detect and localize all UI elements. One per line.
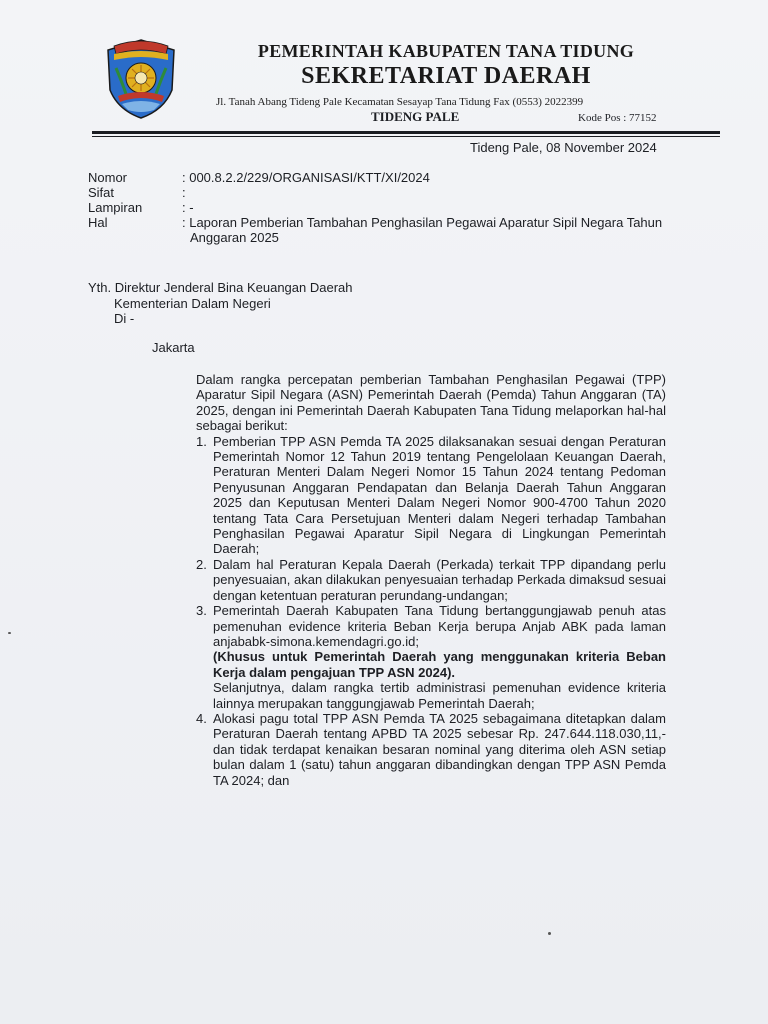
letter-metadata (88, 170, 672, 245)
letter-date: Tideng Pale, 08 November 2024 (470, 140, 657, 155)
letterhead-postal-code: Kode Pos : 77152 (578, 112, 657, 124)
meta-label: Hal (88, 215, 108, 230)
list-number: 2. (196, 556, 207, 572)
paper-speck (8, 632, 11, 634)
recipient-city: Jakarta (152, 339, 195, 355)
list-number: 3. (196, 603, 207, 619)
list-item (196, 711, 666, 788)
meta-value: : (182, 185, 186, 200)
list-text: Dalam hal Peraturan Kepala Daerah (Perkada) terkait TPP dipandang perlu penyesuaian, akan dilakukan penyesuaian terhadap Perkada dimaksud sesuai dengan ketentuan peraturan perundang-undangan; (213, 556, 666, 603)
letterhead-address: Jl. Tanah Abang Tideng Pale Kecamatan Sesayap Tana Tidung Fax (0553) 2022399 (216, 96, 584, 108)
meta-row-hal (88, 215, 672, 245)
letterhead-government: PEMERINTAH KABUPATEN TANA TIDUNG (257, 41, 635, 61)
meta-value: : - (182, 200, 194, 215)
list-text: Pemberian TPP ASN Pemda TA 2025 dilaksanakan sesuai dengan Peraturan Pemerintah Nomor 12 Tahun 2019 tentang Pengelolaan Keuangan Daerah, Peraturan Menteri Dalam Negeri Nomor 15 Tahun 2024 tentang Pedoman Penyusunan Anggaran Pendapatan dan Belanja Daerah Tahun Anggaran 2025 dan Keputusan Menteri Dalam Negeri Nomor 900-4700 Tahun 2020 tentang Tata Cara Persetujuan Menteri dalam Negeri terhadap Tambahan Penghasilan Pegawai Aparatur Sipil Negara di Lingkungan Pemerintah Daerah; (213, 433, 666, 557)
meta-row-sifat (88, 185, 672, 200)
recipient-title: Yth. Direktur Jenderal Bina Keuangan Daerah (88, 280, 353, 295)
paper-speck (548, 932, 551, 935)
letterhead-divider-thin (92, 136, 720, 137)
list-item (196, 434, 666, 557)
list-text-bold-note: (Khusus untuk Pemerintah Daerah yang menggunakan kriteria Beban Kerja dalam pengajuan TPP ASN 2024). (213, 649, 666, 680)
meta-label: Lampiran (88, 200, 143, 215)
meta-label: Nomor (88, 170, 128, 185)
meta-row-nomor (88, 170, 672, 185)
meta-label: Sifat (88, 185, 115, 200)
list-text: Pemerintah Daerah Kabupaten Tana Tidung bertanggungjawab penuh atas pemenuhan evidence kriteria Beban Kerja berupa Anjab ABK pada laman anjababk-simona.kemendagri.go.id; (213, 603, 666, 649)
recipient-di: Di - (114, 311, 135, 326)
list-number: 4. (196, 710, 207, 726)
letterhead (196, 40, 696, 124)
recipient-block (88, 280, 353, 355)
list-item (196, 603, 666, 711)
list-number: 1. (196, 433, 207, 449)
letterhead-office: SEKRETARIAT DAERAH (301, 63, 591, 89)
meta-value: : Laporan Pemberian Tambahan Penghasilan Pegawai Aparatur Sipil Negara Tahun Anggaran 2025 (182, 215, 663, 245)
body-intro: Dalam rangka percepatan pemberian Tambahan Penghasilan Pegawai (TPP) Aparatur Sipil Negara (ASN) Pemerintah Daerah (Pemda) Tahun Anggaran (TA) 2025, dengan ini Pemerintah Daerah Kabupaten Tana Tidung melaporkan hal-hal sebagai berikut: (196, 372, 666, 434)
recipient-ministry: Kementerian Dalam Negeri (114, 295, 271, 311)
list-text-group (213, 603, 666, 711)
body-list (196, 434, 666, 788)
list-item (196, 557, 666, 603)
letterhead-divider-thick (92, 131, 720, 134)
letterhead-city: TIDENG PALE (371, 109, 460, 124)
letter-body (196, 372, 666, 788)
list-text: Alokasi pagu total TPP ASN Pemda TA 2025 sebagaimana ditetapkan dalam Peraturan Daerah tentang APBD TA 2025 sebesar Rp. 247.644.118.030,11,- dan tidak terdapat kenaikan besaran nominal yang diterima oleh ASN setiap bulan dalam 1 (satu) tahun anggaran dibandingkan dengan TPP ASN Pemda TA 2024; dan (213, 710, 666, 788)
meta-row-lampiran (88, 200, 672, 215)
regency-seal-logo (104, 38, 178, 120)
list-text-continuation: Selanjutnya, dalam rangka tertib administrasi pemenuhan evidence kriteria lainnya merupakan tanggungjawab Pemerintah Daerah; (213, 680, 666, 711)
meta-value: : 000.8.2.2/229/ORGANISASI/KTT/XI/2024 (182, 170, 430, 185)
